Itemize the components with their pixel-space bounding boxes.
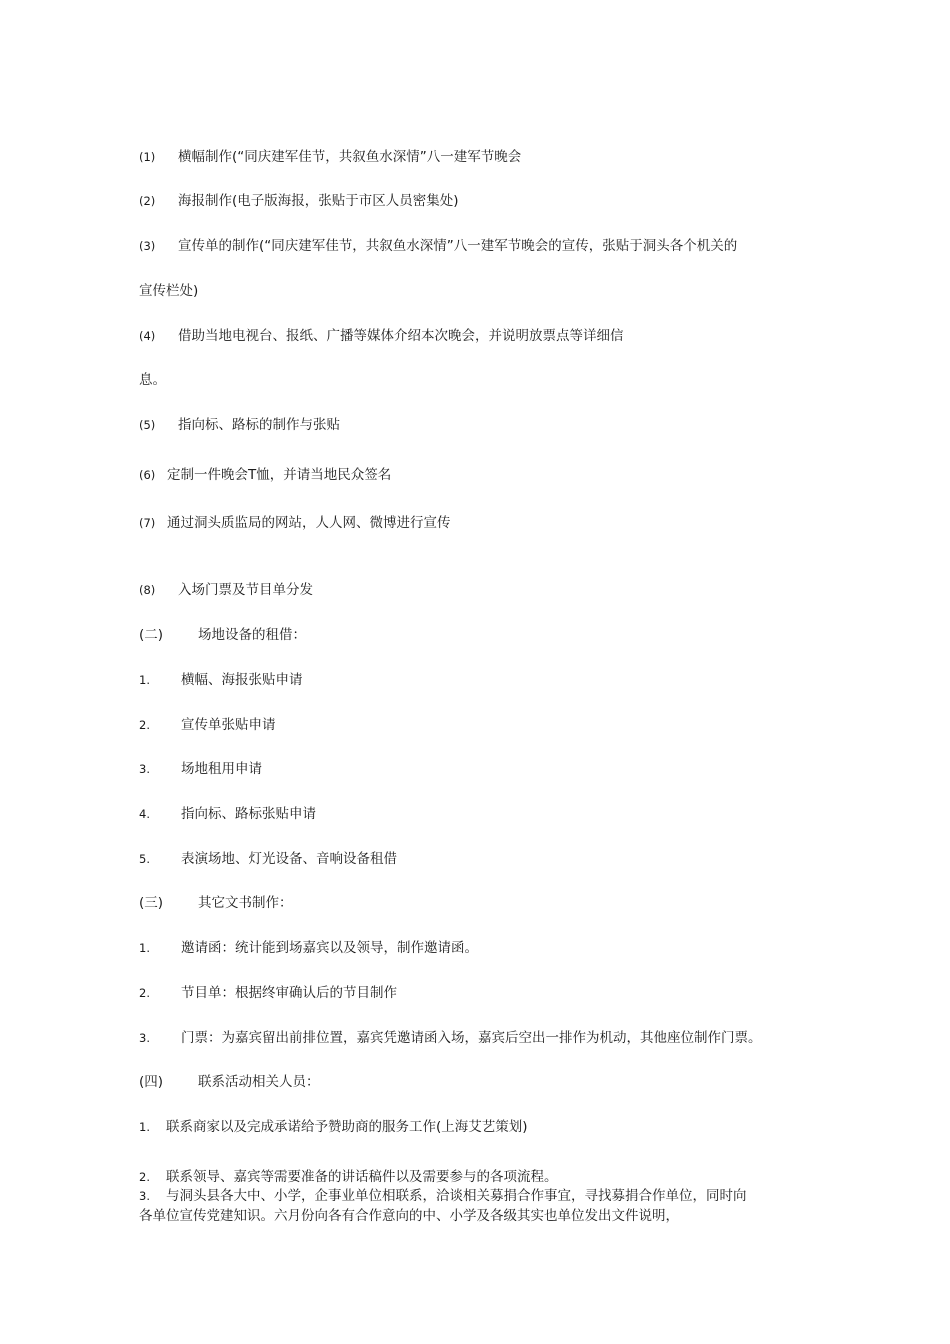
list-item-text: 海报制作(电子版海报，张贴于市区人员密集处)	[178, 193, 459, 209]
list-number: (7)	[139, 516, 156, 530]
list-item-text: 指向标、路标张贴申请	[181, 806, 316, 822]
list-number: (4)	[139, 329, 156, 343]
list-number: 3.	[139, 1031, 150, 1045]
list-item-text: 横幅、海报张贴申请	[181, 672, 303, 688]
list-item-text: 宣传单张贴申请	[181, 717, 276, 733]
section-number: (四)	[139, 1074, 164, 1090]
list-item-text: 指向标、路标的制作与张贴	[178, 417, 340, 433]
list-number: 2.	[139, 1170, 150, 1184]
list-item-text: 表演场地、灯光设备、音响设备租借	[181, 851, 397, 867]
list-number: 3.	[139, 1189, 150, 1203]
list-number: 1.	[139, 1120, 150, 1134]
list-item-text: 节目单：根据终审确认后的节目制作	[181, 985, 397, 1001]
section-heading: 联系活动相关人员：	[198, 1074, 320, 1090]
list-number: 2.	[139, 718, 150, 732]
list-item-continuation: 各单位宣传党建知识。六月份向各有合作意向的中、小学及各级其实也单位发出文件说明，	[139, 1208, 679, 1224]
list-item-text: 与洞头县各大中、小学，企事业单位相联系，洽谈相关募捐合作事宜，寻找募捐合作单位，同时向	[166, 1188, 747, 1204]
list-item-text: 定制一件晚会T恤，并请当地民众签名	[167, 467, 392, 483]
list-number: (6)	[139, 468, 156, 482]
list-number: (3)	[139, 239, 156, 253]
section-number: (三)	[139, 895, 164, 911]
section-number: (二)	[139, 627, 164, 643]
list-number: (8)	[139, 583, 156, 597]
list-item-text: 横幅制作(“同庆建军佳节，共叙鱼水深情”八一建军节晚会	[178, 149, 522, 165]
list-number: (2)	[139, 194, 156, 208]
section-heading: 场地设备的租借：	[198, 627, 306, 643]
list-item-text: 通过洞头质监局的网站，人人网、微博进行宣传	[167, 515, 451, 531]
list-item-continuation: 息。	[139, 372, 166, 388]
list-number: (5)	[139, 418, 156, 432]
list-item-text: 门票：为嘉宾留出前排位置，嘉宾凭邀请函入场，嘉宾后空出一排作为机动，其他座位制作门票。	[181, 1030, 762, 1046]
section-heading: 其它文书制作：	[198, 895, 293, 911]
list-number: 1.	[139, 941, 150, 955]
list-item-text: 联系领导、嘉宾等需要准备的讲话稿件以及需要参与的各项流程。	[166, 1169, 558, 1185]
list-number: 5.	[139, 852, 150, 866]
list-item-text: 宣传单的制作(“同庆建军佳节，共叙鱼水深情”八一建军节晚会的宣传，张贴于洞头各个机关的	[178, 238, 738, 254]
list-number: 2.	[139, 986, 150, 1000]
list-number: (1)	[139, 150, 156, 164]
list-item-continuation: 宣传栏处)	[139, 283, 199, 299]
list-number: 4.	[139, 807, 150, 821]
list-item-text: 邀请函：统计能到场嘉宾以及领导，制作邀请函。	[181, 940, 478, 956]
list-item-text: 借助当地电视台、报纸、广播等媒体介绍本次晚会，并说明放票点等详细信	[178, 328, 624, 344]
list-item-text: 入场门票及节目单分发	[178, 582, 313, 598]
list-number: 1.	[139, 673, 150, 687]
list-item-text: 场地租用申请	[181, 761, 262, 777]
list-number: 3.	[139, 762, 150, 776]
list-item-text: 联系商家以及完成承诺给予赞助商的服务工作(上海艾艺策划)	[166, 1119, 528, 1135]
